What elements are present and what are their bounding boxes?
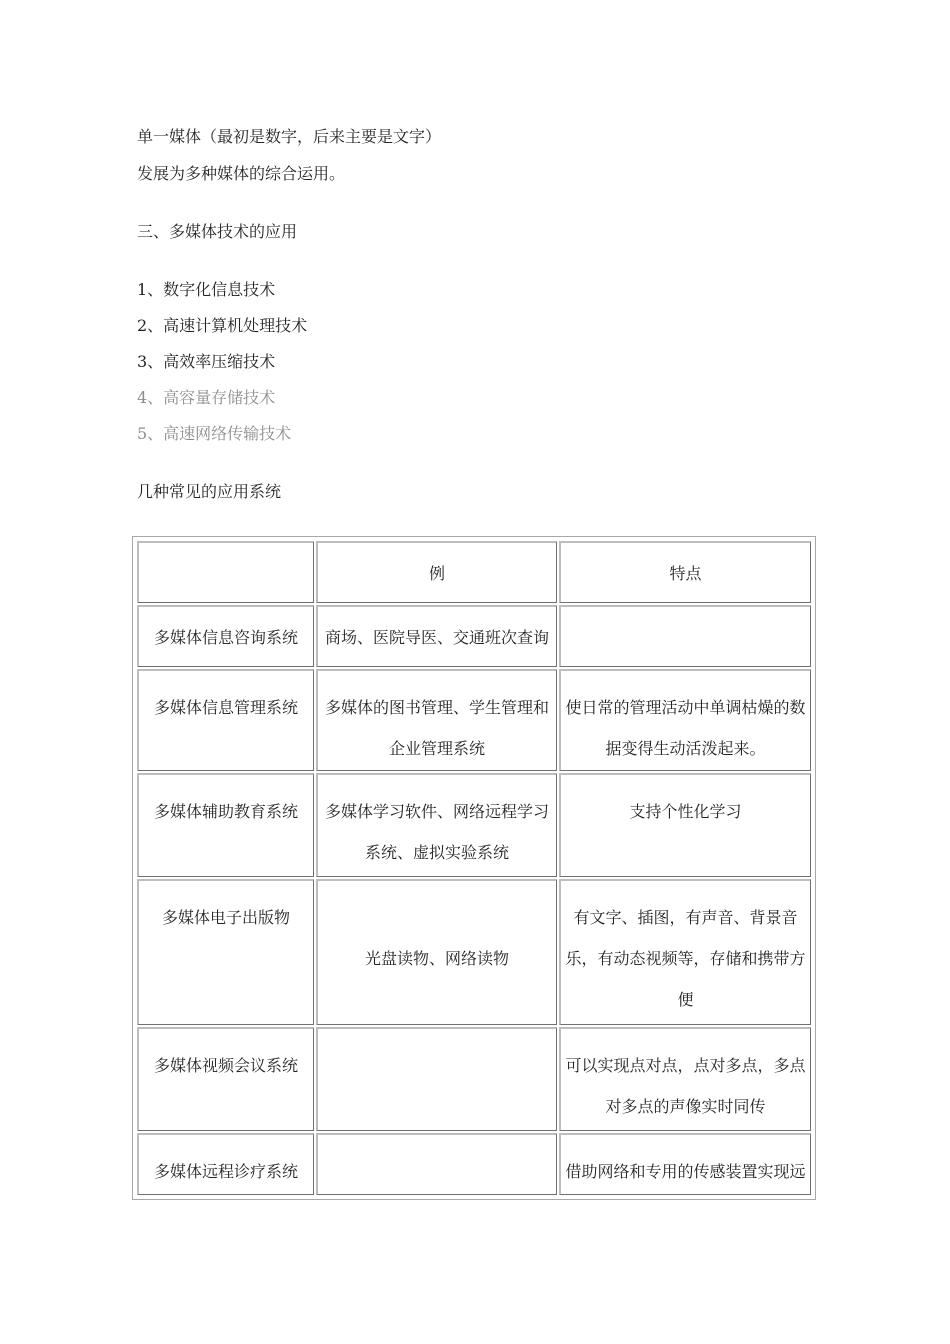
table-cell-feature xyxy=(559,605,811,667)
table-cell-example xyxy=(316,773,557,877)
system-name: 多媒体电子出版物 xyxy=(161,908,290,927)
system-example: 多媒体的图书管理、学生管理和企业管理系统 xyxy=(324,698,549,758)
system-feature: 支持个性化学习 xyxy=(629,802,742,821)
table-cell-example xyxy=(316,669,557,771)
table-cell-name xyxy=(137,669,314,771)
system-name: 多媒体远程诊疗系统 xyxy=(153,1162,298,1181)
system-example: 光盘读物、网络读物 xyxy=(364,949,509,968)
table-cell-name xyxy=(137,879,314,1025)
table-cell-name xyxy=(137,605,314,667)
table-cell-example xyxy=(316,605,557,667)
system-name: 多媒体辅助教育系统 xyxy=(153,802,298,821)
system-example xyxy=(318,1135,556,1151)
system-example: 多媒体学习软件、网络远程学习系统、虚拟实验系统 xyxy=(324,802,549,862)
table-cell-name xyxy=(137,773,314,877)
table-caption: 几种常见的应用系统 xyxy=(137,482,282,501)
system-feature: 可以实现点对点，点对多点，多点对多点的声像实时同传 xyxy=(565,1056,806,1116)
table-header-cell xyxy=(559,541,811,603)
system-feature: 有文字、插图，有声音、背景音乐，有动态视频等，存储和携带方便 xyxy=(565,908,806,1009)
list-item: 1、数字化信息技术 xyxy=(137,280,276,299)
table-cell-feature xyxy=(559,773,811,877)
section-heading: 三、多媒体技术的应用 xyxy=(137,222,298,241)
table-cell-feature xyxy=(559,879,811,1025)
table-header-cell xyxy=(137,541,314,603)
list-item: 5、高速网络传输技术 xyxy=(137,424,292,443)
system-name: 多媒体信息管理系统 xyxy=(153,698,298,717)
table-header-label: 例 xyxy=(428,564,445,583)
system-name: 多媒体视频会议系统 xyxy=(153,1056,298,1075)
system-feature: 使日常的管理活动中单调枯燥的数据变得生动活泼起来。 xyxy=(565,698,806,758)
table-cell-example xyxy=(316,879,557,1025)
list-item: 2、高速计算机处理技术 xyxy=(137,316,308,335)
table-cell-example xyxy=(316,1027,557,1131)
table-cell-name xyxy=(137,1027,314,1131)
table-cell-name xyxy=(137,1133,314,1195)
table-header-label: 特点 xyxy=(669,564,702,583)
system-feature: 借助网络和专用的传感装置实现远 xyxy=(565,1162,806,1181)
table-cell-example xyxy=(316,1133,557,1195)
intro-line-1: 单一媒体（最初是数字，后来主要是文字） xyxy=(137,127,442,146)
table-cell-feature xyxy=(559,1027,811,1131)
table-cell-feature xyxy=(559,669,811,771)
system-name: 多媒体信息咨询系统 xyxy=(153,628,298,647)
list-item: 3、高效率压缩技术 xyxy=(137,352,276,371)
table-cell-feature xyxy=(559,1133,811,1195)
system-example xyxy=(318,1029,556,1045)
table-header-cell xyxy=(316,541,557,603)
intro-line-2: 发展为多种媒体的综合运用。 xyxy=(137,164,346,183)
system-example: 商场、医院导医、交通班次查询 xyxy=(324,628,549,647)
list-item: 4、高容量存储技术 xyxy=(137,388,276,407)
